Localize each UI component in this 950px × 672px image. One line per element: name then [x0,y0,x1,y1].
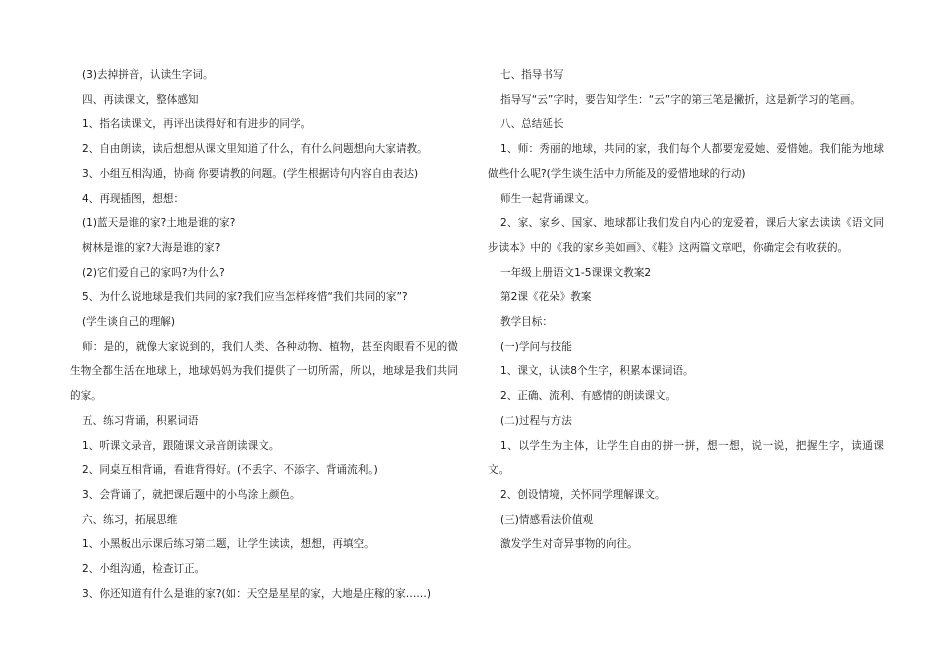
paragraph: 1、师：秀丽的地球，共同的家，我们每个人都要宠爱她、爱惜她。我们能为地球做些什么呢?(学生谈生活中力所能及的爱惜地球的行动) [488,143,884,180]
paragraph: 2、自由朗读，读后想想从课文里知道了什么，有什么问题想向大家请教。 [82,143,428,156]
paragraph: 1、指名读课文，再评出读得好和有进步的同学。 [82,118,312,131]
paragraph: 3、会背诵了，就把课后题中的小鸟涂上颜色。 [82,488,301,501]
paragraph: 2、小组沟通，检查订正。 [82,563,206,576]
paragraph: 3、你还知道有什么是谁的家?(如：天空是星星的家，大地是庄稼的家……) [82,587,432,600]
paragraph: 师生一起背诵课文。 [500,192,596,205]
paragraph: 4、再现插图，想想： [82,192,185,205]
paragraph: 2、同桌互相背诵，看谁背得好。(不丢字、不添字、背诵流利。) [82,464,378,477]
document-title: 一年级上册语文1-5课课文教案2 [500,266,652,279]
paragraph: 2、创设情境，关怀同学理解课文。 [500,488,666,501]
paragraph: 师：是的，就像大家说到的，我们人类、各种动物、植物，甚至肉眼看不见的微生物全都生活在地球上，地球妈妈为我们提供了一切所需，所以，地球是我们共同的家。 [70,340,458,403]
paragraph: 5、为什么说地球是我们共同的家?我们应当怎样疼惜“我们共同的家”? [82,291,408,304]
subsection-heading: (二)过程与方法 [500,414,572,427]
paragraph: 3、小组互相沟通，协商 你要请教的问题。(学生根据诗句内容自由表达) [82,167,419,180]
section-heading: 六、练习，拓展思维 [82,513,178,526]
paragraph: 1、小黑板出示课后练习第二题，让学生读读，想想，再填空。 [82,538,375,551]
subsection-heading: (一)学问与技能 [500,340,572,353]
left-column [70,63,458,606]
section-heading: 七、指导书写 [500,69,564,81]
lesson-title: 第2课《花朵》教案 [500,291,592,304]
paragraph: (1)蓝天是谁的家?土地是谁的家? [82,217,236,230]
paragraph: 激发学生对奇异事物的向往。 [500,538,638,551]
subsection-heading: (三)情感看法价值观 [500,513,594,526]
paragraph: 指导写“云”字时，要告知学生：“云”字的第三笔是撇折，这是新学习的笔画。 [500,93,861,106]
paragraph: 1、听课文录音，跟随课文录音朗读课文。 [82,439,280,452]
paragraph: 2、家、家乡、国家、地球都让我们发自内心的宠爱着，课后大家去读读《语文同步读本》中的《我的家乡美如画》、《鞋》这两篇文章吧，你确定会有收获的。 [488,217,884,254]
section-heading: 八、总结延长 [500,118,564,131]
section-heading: 五、练习背诵，积累词语 [82,414,199,427]
paragraph: (学生谈自己的理解) [82,316,176,329]
right-column [488,63,884,557]
paragraph: (2)它们爱自己的家吗?为什么? [82,266,225,279]
paragraph: (3)去掉拼音，认读生字词。 [82,69,214,81]
paragraph: 1、以学生为主体，让学生自由的拼一拼，想一想，说一说，把握生字，读通课文。 [488,439,884,477]
paragraph: 2、正确、流利、有感情的朗读课文。 [500,390,677,403]
paragraph: 教学目标： [500,316,553,329]
section-heading: 四、再读课文，整体感知 [82,93,199,106]
paragraph: 1、课文，认读8个生字，积累本课词语。 [500,365,694,378]
paragraph: 树林是谁的家?大海是谁的家? [82,241,221,254]
